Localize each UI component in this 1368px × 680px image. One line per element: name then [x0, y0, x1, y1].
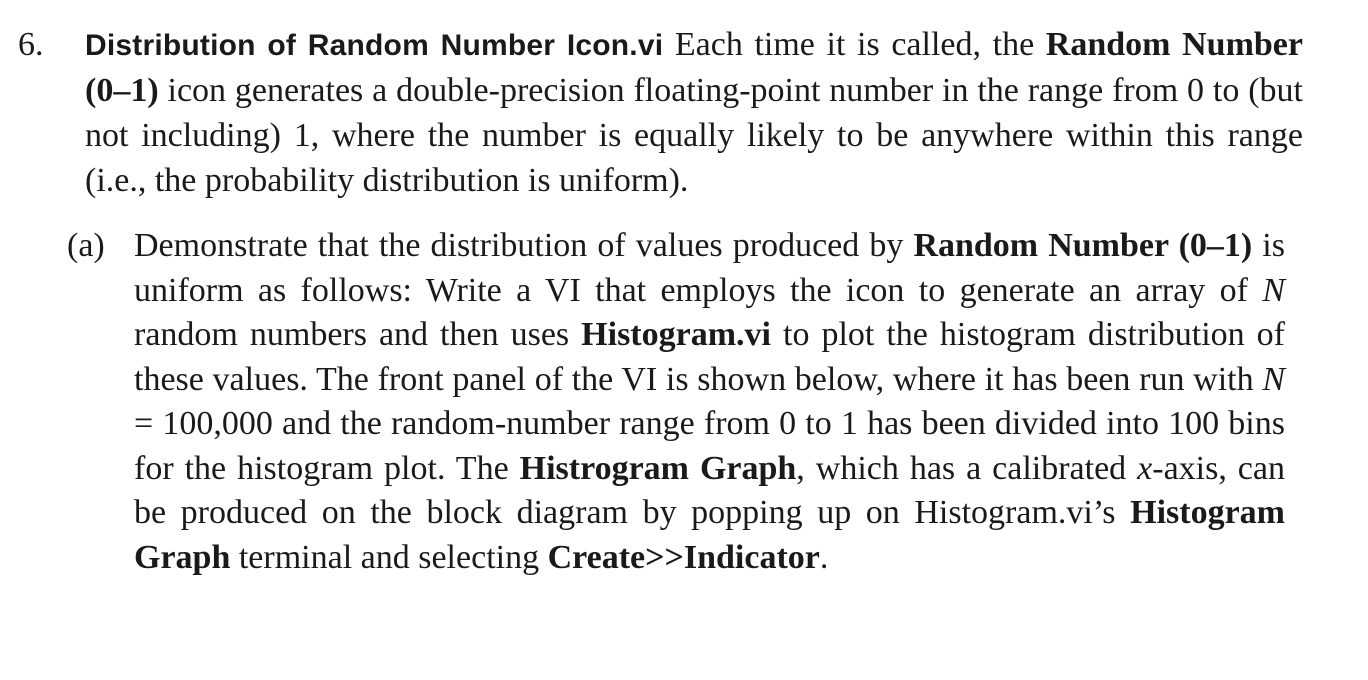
variable-x: x [1137, 449, 1153, 487]
problem-text-1: Each time it is called, the [663, 26, 1046, 63]
part-a-label: (a) [67, 227, 105, 264]
part-a-statement [134, 224, 1285, 580]
part-a-text-9: . [819, 538, 829, 576]
histrogram-graph-term: Histrogram Graph [519, 449, 797, 487]
random-number-term: Random Number (0–1) [85, 26, 1303, 109]
part-a-text-6: , which has a calibrated [796, 449, 1138, 487]
part-a-text-5: = 100,000 and the random-number range from 0 to 1 has been divided into 100 bins for the histogram plot. The [134, 405, 1285, 487]
problem-text-2: icon generates a double-precision floating-point number in the range from 0 to (but not including) 1, where the number is equally likely to be anywhere within this range (i.e., the probability distribution is uniform). [85, 72, 1303, 199]
problem-number: 6. [18, 26, 44, 63]
part-a-text-3: random numbers and then uses [134, 316, 582, 353]
variable-n: N [1262, 271, 1285, 309]
problem-title: Distribution of Random Number Icon.vi [85, 29, 664, 62]
random-number-term: Random Number (0–1) [913, 227, 1253, 264]
create-indicator-term: Create>>Indicator [547, 538, 820, 576]
part-a-text-7: -axis, can be produced on the block diagram by popping up on Histogram.vi’s [134, 449, 1285, 531]
variable-n: N [1262, 360, 1285, 398]
histogram-graph-term: Histogram Graph [134, 494, 1285, 576]
part-a-text-8: terminal and selecting [230, 538, 548, 576]
part-a-text-4: to plot the histogram distribution of these values. The front panel of the VI is shown below, where it has been run with [134, 316, 1285, 398]
part-a-text-2: is uniform as follows: Write a VI that employs the icon to generate an array of [134, 227, 1285, 309]
part-a-text-1: Demonstrate that the distribution of values produced by [134, 227, 914, 264]
histogram-vi-term: Histogram.vi [581, 316, 771, 353]
problem-statement [85, 22, 1303, 203]
